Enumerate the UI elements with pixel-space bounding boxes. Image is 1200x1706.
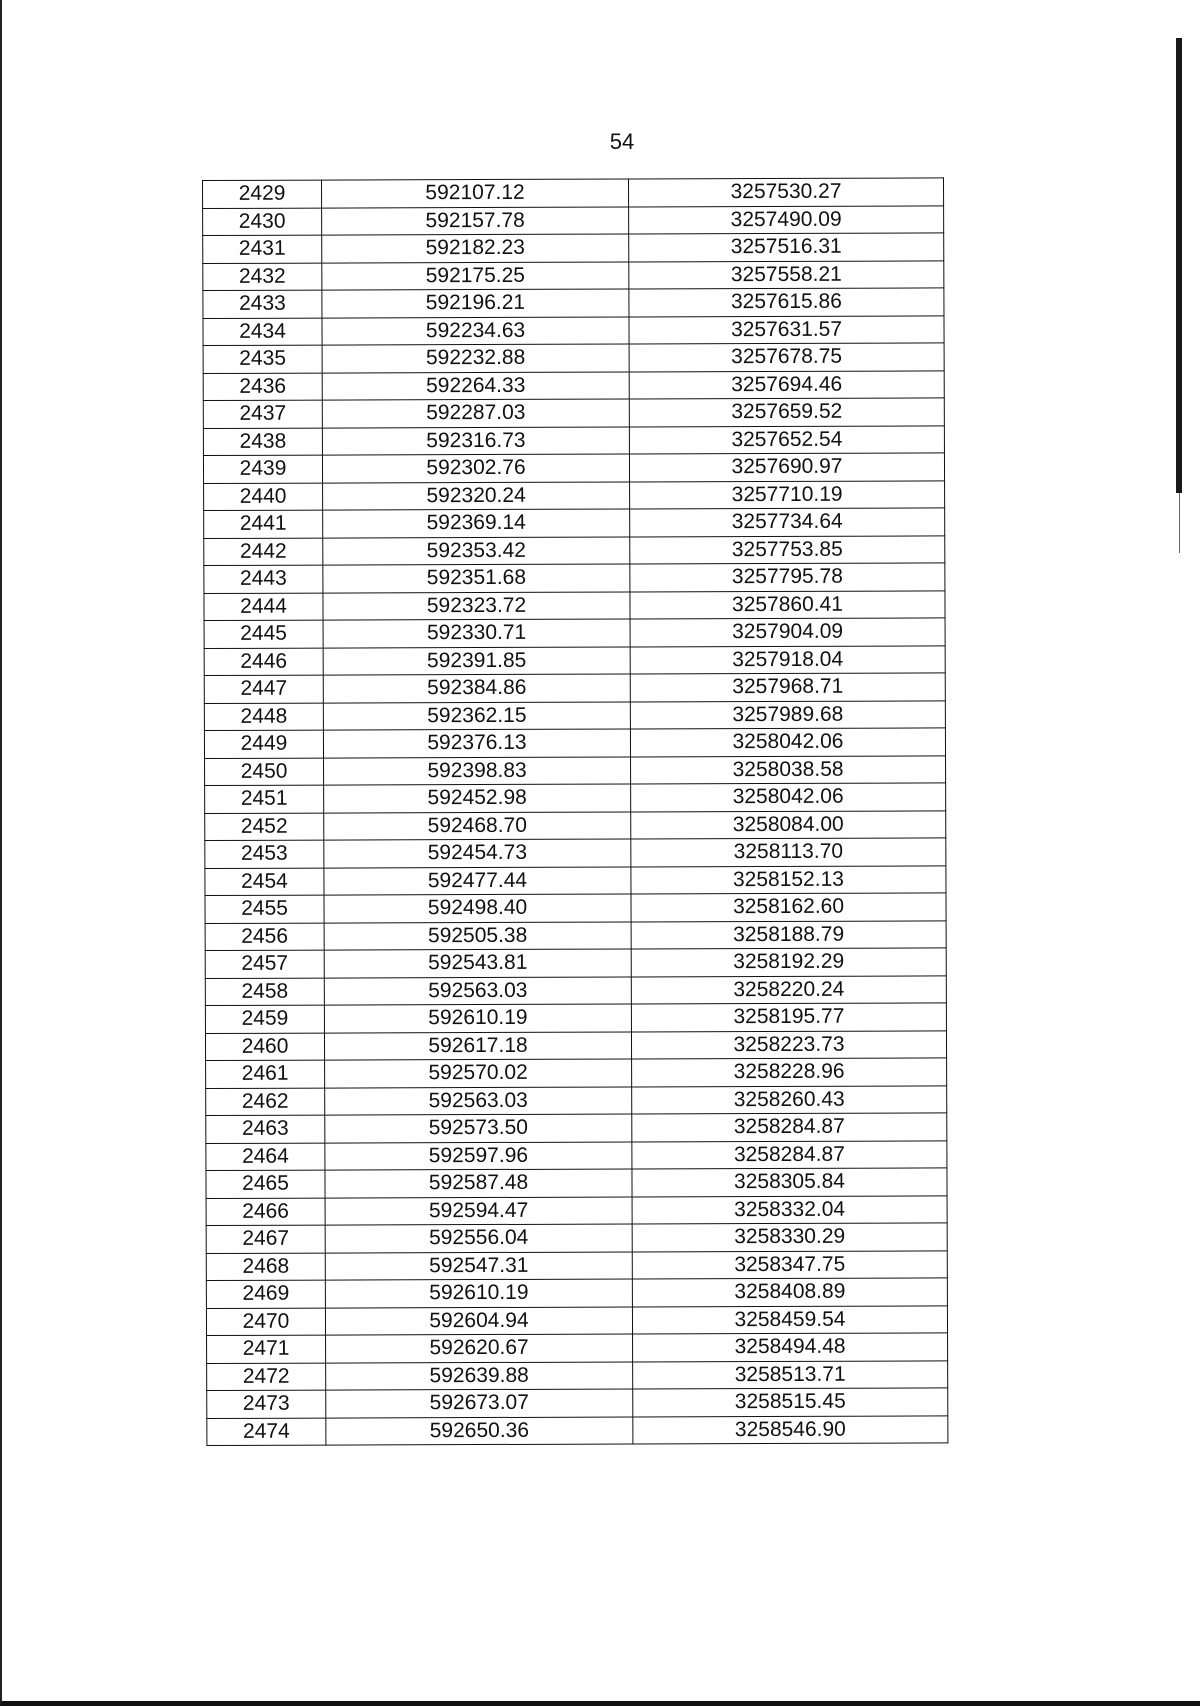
table-row [207, 1333, 948, 1363]
table-row [204, 535, 945, 565]
point-id-cell: 2444 [204, 593, 323, 621]
table-row [203, 370, 944, 400]
point-id-cell: 2455 [205, 895, 324, 923]
x-coordinate-cell: 592351.68 [323, 564, 630, 593]
point-id-cell: 2474 [207, 1418, 326, 1446]
table-row [203, 260, 944, 290]
x-coordinate-cell: 592543.81 [324, 949, 631, 978]
x-coordinate-cell: 592330.71 [323, 619, 630, 648]
table-row [205, 893, 946, 923]
table-row [205, 838, 946, 868]
x-coordinate-cell: 592157.78 [322, 207, 629, 236]
y-coordinate-cell: 3258188.79 [631, 920, 946, 949]
point-id-cell: 2443 [204, 565, 323, 593]
x-coordinate-cell: 592594.47 [325, 1197, 632, 1226]
y-coordinate-cell: 3257989.68 [630, 700, 945, 729]
point-id-cell: 2437 [203, 400, 322, 428]
y-coordinate-cell: 3258284.87 [632, 1140, 947, 1169]
y-coordinate-cell: 3258113.70 [631, 838, 946, 867]
point-id-cell: 2450 [205, 758, 324, 786]
point-id-cell: 2449 [204, 730, 323, 758]
point-id-cell: 2438 [203, 428, 322, 456]
y-coordinate-cell: 3257753.85 [630, 535, 945, 564]
point-id-cell: 2441 [204, 510, 323, 538]
point-id-cell: 2430 [203, 208, 322, 236]
point-id-cell: 2462 [206, 1088, 325, 1116]
x-coordinate-cell: 592320.24 [323, 482, 630, 511]
y-coordinate-cell: 3257968.71 [630, 673, 945, 702]
y-coordinate-cell: 3257631.57 [629, 315, 944, 344]
point-id-cell: 2461 [206, 1060, 325, 1088]
table-row [204, 563, 945, 593]
table-row [205, 948, 946, 978]
point-id-cell: 2466 [206, 1198, 325, 1226]
coordinate-table-body [203, 178, 948, 1446]
point-id-cell: 2453 [205, 840, 324, 868]
table-row [203, 178, 944, 208]
y-coordinate-cell: 3257690.97 [629, 453, 944, 482]
y-coordinate-cell: 3257516.31 [629, 233, 944, 262]
table-row [205, 865, 946, 895]
point-id-cell: 2473 [207, 1390, 326, 1418]
y-coordinate-cell: 3258228.96 [632, 1058, 947, 1087]
y-coordinate-cell: 3258038.58 [631, 755, 946, 784]
point-id-cell: 2465 [206, 1170, 325, 1198]
table-row [205, 1030, 946, 1060]
point-id-cell: 2447 [204, 675, 323, 703]
point-id-cell: 2431 [203, 235, 322, 263]
x-coordinate-cell: 592384.86 [323, 674, 630, 703]
x-coordinate-cell: 592650.36 [326, 1417, 633, 1446]
x-coordinate-cell: 592610.19 [324, 1004, 631, 1033]
y-coordinate-cell: 3258220.24 [631, 975, 946, 1004]
point-id-cell: 2442 [204, 538, 323, 566]
x-coordinate-cell: 592505.38 [324, 922, 631, 951]
table-row [203, 453, 944, 483]
table-row [205, 975, 946, 1005]
x-coordinate-cell: 592196.21 [322, 289, 629, 318]
table-row [206, 1305, 947, 1335]
y-coordinate-cell: 3258260.43 [632, 1085, 947, 1114]
x-coordinate-cell: 592234.63 [322, 317, 629, 346]
coordinate-table-wrapper [202, 177, 944, 1446]
x-coordinate-cell: 592287.03 [322, 399, 629, 428]
x-coordinate-cell: 592547.31 [325, 1252, 632, 1281]
table-row [205, 783, 946, 813]
y-coordinate-cell: 3258546.90 [633, 1415, 948, 1444]
x-coordinate-cell: 592398.83 [324, 757, 631, 786]
x-coordinate-cell: 592563.03 [324, 977, 631, 1006]
x-coordinate-cell: 592376.13 [323, 729, 630, 758]
x-coordinate-cell: 592353.42 [323, 537, 630, 566]
y-coordinate-cell: 3258195.77 [631, 1003, 946, 1032]
coordinate-table [202, 177, 948, 1446]
x-coordinate-cell: 592182.23 [322, 234, 629, 263]
y-coordinate-cell: 3258284.87 [632, 1113, 947, 1142]
y-coordinate-cell: 3258042.06 [631, 783, 946, 812]
y-coordinate-cell: 3258494.48 [633, 1333, 948, 1362]
x-coordinate-cell: 592302.76 [322, 454, 629, 483]
y-coordinate-cell: 3258408.89 [632, 1278, 947, 1307]
table-row [203, 398, 944, 428]
x-coordinate-cell: 592323.72 [323, 592, 630, 621]
table-row [206, 1278, 947, 1308]
y-coordinate-cell: 3257694.46 [629, 370, 944, 399]
table-row [206, 1140, 947, 1170]
table-row [206, 1195, 947, 1225]
page-number: 54 [609, 129, 635, 154]
y-coordinate-cell: 3257678.75 [629, 343, 944, 372]
point-id-cell: 2445 [204, 620, 323, 648]
x-coordinate-cell: 592264.33 [322, 372, 629, 401]
point-id-cell: 2432 [203, 263, 322, 291]
y-coordinate-cell: 3257734.64 [630, 508, 945, 537]
point-id-cell: 2446 [204, 648, 323, 676]
point-id-cell: 2433 [203, 290, 322, 318]
point-id-cell: 2456 [205, 923, 324, 951]
x-coordinate-cell: 592587.48 [325, 1169, 632, 1198]
y-coordinate-cell: 3258223.73 [631, 1030, 946, 1059]
table-row [207, 1360, 948, 1390]
x-coordinate-cell: 592573.50 [325, 1114, 632, 1143]
x-coordinate-cell: 592620.67 [326, 1334, 633, 1363]
table-row [207, 1415, 948, 1445]
point-id-cell: 2448 [204, 703, 323, 731]
table-row [205, 920, 946, 950]
y-coordinate-cell: 3258332.04 [632, 1195, 947, 1224]
table-row [204, 508, 945, 538]
x-coordinate-cell: 592391.85 [323, 647, 630, 676]
point-id-cell: 2436 [203, 373, 322, 401]
table-row [205, 810, 946, 840]
y-coordinate-cell: 3257530.27 [628, 178, 943, 207]
x-coordinate-cell: 592617.18 [324, 1032, 631, 1061]
point-id-cell: 2434 [203, 318, 322, 346]
table-row [206, 1223, 947, 1253]
y-coordinate-cell: 3258515.45 [633, 1388, 948, 1417]
table-row [203, 205, 944, 235]
y-coordinate-cell: 3257490.09 [629, 205, 944, 234]
table-row [204, 700, 945, 730]
table-row [204, 673, 945, 703]
x-coordinate-cell: 592604.94 [325, 1307, 632, 1336]
point-id-cell: 2440 [204, 483, 323, 511]
y-coordinate-cell: 3258084.00 [631, 810, 946, 839]
table-row [206, 1085, 947, 1115]
point-id-cell: 2459 [205, 1005, 324, 1033]
point-id-cell: 2435 [203, 345, 322, 373]
y-coordinate-cell: 3258162.60 [631, 893, 946, 922]
y-coordinate-cell: 3258192.29 [631, 948, 946, 977]
x-coordinate-cell: 592556.04 [325, 1224, 632, 1253]
table-row [204, 480, 945, 510]
point-id-cell: 2460 [205, 1033, 324, 1061]
point-id-cell: 2452 [205, 813, 324, 841]
table-row [204, 590, 945, 620]
table-row [204, 728, 945, 758]
y-coordinate-cell: 3257904.09 [630, 618, 945, 647]
table-row [203, 233, 944, 263]
point-id-cell: 2451 [205, 785, 324, 813]
y-coordinate-cell: 3257558.21 [629, 260, 944, 289]
scan-edge-mark-faint [1179, 493, 1180, 553]
x-coordinate-cell: 592498.40 [324, 894, 631, 923]
point-id-cell: 2468 [206, 1253, 325, 1281]
table-row [205, 755, 946, 785]
y-coordinate-cell: 3257652.54 [629, 425, 944, 454]
point-id-cell: 2457 [205, 950, 324, 978]
point-id-cell: 2463 [206, 1115, 325, 1143]
x-coordinate-cell: 592107.12 [322, 179, 629, 208]
scan-edge-mark [1176, 38, 1182, 493]
y-coordinate-cell: 3257795.78 [630, 563, 945, 592]
y-coordinate-cell: 3258305.84 [632, 1168, 947, 1197]
x-coordinate-cell: 592639.88 [326, 1362, 633, 1391]
x-coordinate-cell: 592369.14 [323, 509, 630, 538]
table-row [206, 1250, 947, 1280]
table-row [203, 343, 944, 373]
point-id-cell: 2471 [207, 1335, 326, 1363]
y-coordinate-cell: 3257710.19 [630, 480, 945, 509]
x-coordinate-cell: 592452.98 [324, 784, 631, 813]
y-coordinate-cell: 3258513.71 [633, 1360, 948, 1389]
point-id-cell: 2458 [205, 978, 324, 1006]
y-coordinate-cell: 3258330.29 [632, 1223, 947, 1252]
point-id-cell: 2464 [206, 1143, 325, 1171]
x-coordinate-cell: 592362.15 [323, 702, 630, 731]
x-coordinate-cell: 592563.03 [325, 1087, 632, 1116]
point-id-cell: 2470 [206, 1308, 325, 1336]
table-row [203, 315, 944, 345]
point-id-cell: 2454 [205, 868, 324, 896]
x-coordinate-cell: 592597.96 [325, 1142, 632, 1171]
y-coordinate-cell: 3257860.41 [630, 590, 945, 619]
x-coordinate-cell: 592316.73 [322, 427, 629, 456]
table-row [205, 1003, 946, 1033]
y-coordinate-cell: 3258152.13 [631, 865, 946, 894]
x-coordinate-cell: 592454.73 [324, 839, 631, 868]
table-row [206, 1113, 947, 1143]
x-coordinate-cell: 592175.25 [322, 262, 629, 291]
y-coordinate-cell: 3257659.52 [629, 398, 944, 427]
point-id-cell: 2439 [203, 455, 322, 483]
table-row [203, 288, 944, 318]
table-row [207, 1388, 948, 1418]
y-coordinate-cell: 3257918.04 [630, 645, 945, 674]
x-coordinate-cell: 592610.19 [325, 1279, 632, 1308]
x-coordinate-cell: 592570.02 [325, 1059, 632, 1088]
table-row [206, 1058, 947, 1088]
table-row [203, 425, 944, 455]
table-row [204, 618, 945, 648]
y-coordinate-cell: 3257615.86 [629, 288, 944, 317]
point-id-cell: 2467 [206, 1225, 325, 1253]
y-coordinate-cell: 3258459.54 [632, 1305, 947, 1334]
point-id-cell: 2472 [207, 1363, 326, 1391]
x-coordinate-cell: 592232.88 [322, 344, 629, 373]
table-row [204, 645, 945, 675]
y-coordinate-cell: 3258347.75 [632, 1250, 947, 1279]
point-id-cell: 2469 [206, 1280, 325, 1308]
point-id-cell: 2429 [203, 180, 322, 208]
x-coordinate-cell: 592477.44 [324, 867, 631, 896]
x-coordinate-cell: 592468.70 [324, 812, 631, 841]
x-coordinate-cell: 592673.07 [326, 1389, 633, 1418]
y-coordinate-cell: 3258042.06 [630, 728, 945, 757]
table-row [206, 1168, 947, 1198]
